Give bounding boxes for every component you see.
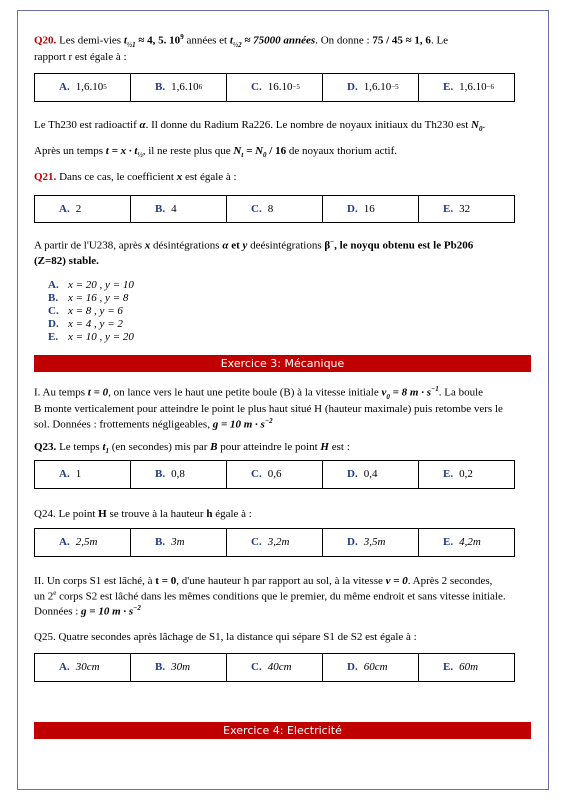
q25-option-e[interactable]: E. 60m — [418, 654, 514, 681]
q25-option-d[interactable]: D. 60cm — [322, 654, 418, 681]
u238-choice-a[interactable]: A. x = 20 , y = 10 — [48, 279, 134, 291]
q20-option-a[interactable]: A. 1,6.10 5 — [59, 81, 107, 94]
q21-options — [34, 195, 515, 223]
q23-option-a[interactable]: A. 1 — [59, 468, 82, 481]
q20-question: Q20. Les demi-vies $t_{\frac{1}{2}1} \approx 4$, 5. $10^9$ années et $t_{\frac{1}{2}2} \approx 75000$ années. On donne : 75 / 45 ≈ 1, 6. Le rapport r est égale à : — [34, 33, 449, 64]
q20-option-d[interactable]: D. 1,6.10 −5 — [322, 74, 418, 101]
q21-option-e[interactable]: E. 32 — [418, 196, 514, 222]
q20-number: Q20. — [34, 34, 57, 47]
q20-options — [34, 73, 515, 102]
q24-option-a[interactable]: A. 2,5m — [59, 536, 98, 549]
q23-question: Q23. Le temps $t_1$ (en secondes) mis par B pour atteindre le point H est : — [34, 441, 350, 456]
part1-statement: I. Au temps t = 0, on lance vers le haut une petite boule (B) à la vitesse initiale $v_0 = 8$ $m \cdot s^{-1}$. La boule B monte verticalement pour atteindre le point le plus haut situé H (hauteur maximale) puis retombe vers le sol. Données : frottements négligeables, g = 10 $m \cdot s^{-2}$ — [34, 385, 503, 431]
exercice4-banner: Exercice 4: Electricité — [34, 722, 531, 739]
u238-choice-b[interactable]: B. x = 16 , y = 8 — [48, 292, 129, 304]
th230-intro: Le Th230 est radioactif α. Il donne du Radium Ra226. Le nombre de noyaux initiaux du Th230 est $N_0$. — [34, 119, 486, 134]
q20-option-c[interactable]: C. 16.10 −5 — [226, 74, 322, 101]
q23-options — [34, 460, 515, 489]
q24-option-c[interactable]: C. 3,2m — [226, 529, 322, 556]
q20-option-b[interactable]: B. 1,6.10 6 — [130, 74, 226, 101]
q23-option-c[interactable]: C. 0,6 — [226, 461, 322, 488]
q24-question: Q24. Le point H se trouve à la hauteur h égale à : — [34, 508, 252, 520]
q25-option-c[interactable]: C. 40cm — [226, 654, 322, 681]
q21-question: Q21. Dans ce cas, le coefficient x est égale à : — [34, 171, 237, 183]
th230-remaining: Après un temps $t = x \cdot t_{\frac{1}{2}}$, il ne reste plus que $N_t = N_0 / 16$ de noyaux thorium actif. — [34, 145, 397, 160]
u238-choices — [48, 279, 134, 344]
q21-option-a[interactable]: A. 2 — [59, 202, 82, 215]
q24-option-d[interactable]: D. 3,5m — [322, 529, 418, 556]
q23-option-d[interactable]: D. 0,4 — [322, 461, 418, 488]
q24-options — [34, 528, 515, 557]
q21-option-d[interactable]: D. 16 — [322, 196, 418, 222]
u238-choice-e[interactable]: E. x = 10 , y = 20 — [48, 331, 134, 343]
q24-option-b[interactable]: B. 3m — [130, 529, 226, 556]
q25-option-a[interactable]: A. 30cm — [59, 661, 100, 674]
q24-option-e[interactable]: E. 4,2m — [418, 529, 514, 556]
u238-choice-c[interactable]: C. x = 8 , y = 6 — [48, 305, 123, 317]
q21-option-c[interactable]: C. 8 — [226, 196, 322, 222]
q25-option-b[interactable]: B. 30m — [130, 654, 226, 681]
u238-choice-d[interactable]: D. x = 4 , y = 2 — [48, 318, 123, 330]
q21-option-b[interactable]: B. 4 — [130, 196, 226, 222]
q20-option-e[interactable]: E. 1,6.10 −6 — [418, 74, 514, 101]
part2-statement: II. Un corps S1 est lâché, à t = 0, d'une hauteur h par rapport au sol, à la vitesse v = 0. Après 2 secondes, un 2e corps S2 est lâché dans les mêmes conditions que le premier, du même endroit et sans vitesse initiale. Données : g = 10 $m \cdot s^{-2}$ — [34, 575, 506, 618]
q23-option-e[interactable]: E. 0,2 — [418, 461, 514, 488]
q25-options — [34, 653, 515, 682]
u238-question: A partir de l'U238, après x désintégrations α et y deésintégrations β−, le noyqu obtenu est le Pb206 (Z=82) stable. — [34, 238, 474, 267]
q23-option-b[interactable]: B. 0,8 — [130, 461, 226, 488]
exercice3-banner: Exercice 3: Mécanique — [34, 355, 531, 372]
q25-question: Q25. Quatre secondes après lâchage de S1, la distance qui sépare S1 de S2 est égale à : — [34, 631, 417, 643]
